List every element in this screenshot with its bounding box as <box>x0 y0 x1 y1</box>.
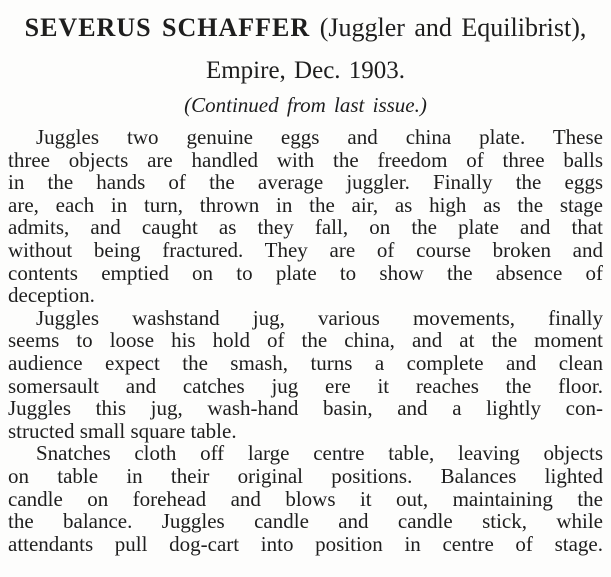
text-line: Juggles two genuine eggs and china plate. These <box>36 125 603 149</box>
article-body <box>8 126 603 555</box>
text-line: three objects are handled with the freedom of three balls <box>8 147 603 172</box>
text-line: contents emptied on to plate to show the absence of <box>8 260 603 285</box>
text-line: candle on forehead and blows it out, maintaining the <box>8 486 603 511</box>
text-line: Juggles this jug, wash-hand basin, and a lightly con- <box>8 396 603 421</box>
text-line: structed small square table. <box>8 418 237 443</box>
text-line: deception. <box>8 283 95 308</box>
text-line: in the hands of the average juggler. Finally the eggs <box>8 170 603 195</box>
text-line: audience expect the smash, turns a complete and clean <box>8 350 603 375</box>
text-line: the balance. Juggles candle and candle stick, while <box>8 509 603 534</box>
continuation-note: (Continued from last issue.) <box>184 93 427 117</box>
venue-date: Empire, Dec. 1903. <box>205 57 406 84</box>
text-line: Juggles washstand jug, various movements, finally <box>36 305 603 330</box>
text-line: seems to loose his hold of the china, and at the moment <box>8 328 603 353</box>
text-line: attendants pull dog-cart into position in centre of stage. <box>8 531 603 556</box>
performer-name: SEVERUS SCHAFFER <box>24 13 311 42</box>
text-line: admits, and caught as they fall, on the plate and that <box>8 215 603 240</box>
text-line: without being fractured. They are of course broken and <box>8 237 603 262</box>
text-line: somersault and catches jug ere it reaches the floor. <box>8 373 603 398</box>
text-line: on table in their original positions. Balances lighted <box>8 463 603 488</box>
text-line: Snatches cloth off large centre table, leaving objects <box>36 441 603 466</box>
text-line: are, each in turn, thrown in the air, as high as the stage <box>8 192 603 217</box>
performer-role: (Juggler and Equilibrist), <box>310 13 587 42</box>
article-title <box>8 12 603 43</box>
